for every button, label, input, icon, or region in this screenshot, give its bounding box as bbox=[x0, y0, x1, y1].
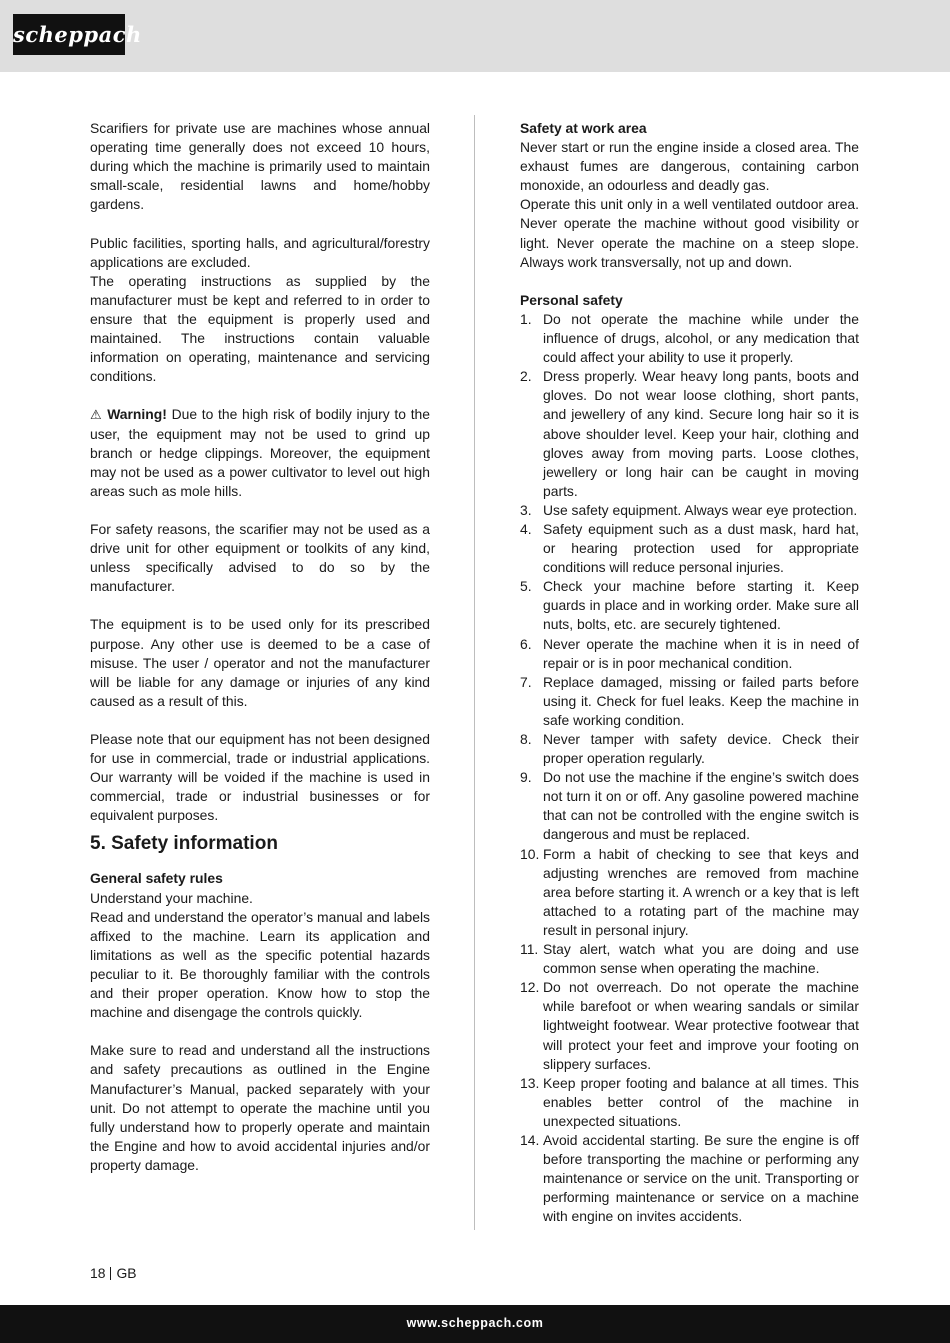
list-item-text: Do not use the machine if the engine’s switch does not turn it on or off. Any gasoline powered machine that can not be controlled with the engine switch is dangerous and must be replaced. bbox=[543, 769, 859, 843]
brand-logo: scheppach bbox=[13, 14, 125, 55]
list-item-text: Stay alert, watch what you are doing and use common sense when operating the machine. bbox=[543, 941, 859, 977]
list-item-number: 11. bbox=[520, 941, 539, 958]
list-item-text: Do not operate the machine while under the influence of drugs, alcohol, or any medication that could affect your ability to use it properly. bbox=[543, 310, 859, 366]
list-item-text: Check your machine before starting it. Keep guards in place and in working order. Make sure all nuts, bolts, etc. are securely tightened. bbox=[543, 578, 859, 633]
list-item-number: 7. bbox=[520, 673, 532, 690]
paragraph-understand-machine: Understand your machine. bbox=[90, 889, 253, 906]
right-column bbox=[520, 119, 859, 1226]
list-item-number: 2. bbox=[520, 368, 532, 385]
column-divider bbox=[474, 115, 475, 1230]
paragraph-drive-unit: For safety reasons, the scarifier may not be used as a drive unit for other equipment or toolkits of any kind, unless specifically advised to do so by the manufacturer. bbox=[90, 520, 430, 595]
personal-safety-list bbox=[520, 310, 859, 1227]
list-item-number: 8. bbox=[520, 731, 532, 747]
list-item bbox=[520, 978, 859, 1073]
list-item-text: Avoid accidental starting. Be sure the engine is off before transporting the machine or performing any maintenance or service on the unit. Transporting or performing maintenance or service on a machine with engine on invites accidents. bbox=[543, 1131, 859, 1225]
list-item bbox=[520, 940, 859, 978]
list-item-text: Safety equipment such as a dust mask, hard hat, or hearing protection used for appropriate conditions will reduce personal injuries. bbox=[543, 520, 859, 576]
language-code: GB bbox=[116, 1265, 137, 1281]
list-item-text: Never operate the machine when it is in need of repair or is in poor mechanical condition. bbox=[543, 635, 859, 671]
list-item bbox=[520, 1131, 859, 1226]
list-item bbox=[520, 501, 859, 520]
list-item bbox=[520, 635, 859, 673]
list-item-number: 1. bbox=[520, 310, 532, 327]
paragraph-private-use: Scarifiers for private use are machines whose annual operating time generally does not exceed 10 hours, during which the machine is primarily used to maintain small-scale, residential lawns and home/hobby gardens. bbox=[90, 120, 430, 213]
list-item bbox=[520, 673, 859, 730]
page-footer bbox=[0, 1305, 950, 1343]
heading-personal-safety: Personal safety bbox=[520, 291, 623, 308]
page-number: 18 bbox=[90, 1265, 106, 1281]
list-item-number: 6. bbox=[520, 635, 532, 652]
page-header bbox=[0, 0, 950, 72]
section-title-safety-information: 5. Safety information bbox=[90, 833, 278, 855]
left-column bbox=[90, 119, 430, 1175]
list-item bbox=[520, 520, 859, 577]
list-item-number: 13. bbox=[520, 1074, 540, 1091]
list-item bbox=[520, 367, 859, 501]
list-item bbox=[520, 845, 859, 940]
list-item bbox=[520, 730, 859, 768]
list-item-number: 14. bbox=[520, 1131, 540, 1148]
website-link[interactable]: www.scheppach.com bbox=[406, 1316, 544, 1330]
page-number-footer bbox=[90, 1264, 137, 1283]
paragraph-engine-manual: Make sure to read and understand all the instructions and safety precautions as outlined in the Engine Manufacturer’s Manual, packed separately with your unit. Do not attempt to operate the machine until you fully understand how to properly operate and maintain the Engine and how to avoid accidental injuries and/or property damage. bbox=[90, 1042, 430, 1173]
footer-separator bbox=[110, 1267, 111, 1280]
paragraph-ventilated-area: Operate this unit only in a well ventilated outdoor area. Never operate the machine without good visibility or light. Never operate the machine on a steep slope. Always work transversally, not up and down. bbox=[520, 196, 859, 270]
list-item-text: Dress properly. Wear heavy long pants, boots and gloves. Do not wear loose clothing, short pants, and jewellery of any kind. Secure long hair so it is above shoulder level. Keep your hair, clothing and gloves away from moving parts. Loose clothes, jewellery or long hair can be caught in moving parts. bbox=[543, 368, 859, 499]
list-item-text: Replace damaged, missing or failed parts before using it. Check for fuel leaks. Keep the machine in safe working condition. bbox=[543, 673, 859, 728]
list-item-number: 9. bbox=[520, 769, 532, 786]
paragraph-commercial-use: Please note that our equipment has not been designed for use in commercial, trade or industrial applications. Our warranty will be voided if the machine is used in commercial, trade or industrial businesses or for equivalent purposes. bbox=[90, 731, 430, 824]
list-item-text: Use safety equipment. Always wear eye protection. bbox=[543, 501, 858, 518]
list-item-text: Do not overreach. Do not operate the machine while barefoot or when wearing sandals or similar lightweight footwear. Wear protective footwear that will protect your feet and improve your footing on slippery surfaces. bbox=[543, 979, 859, 1072]
list-item bbox=[520, 1074, 859, 1131]
list-item-number: 4. bbox=[520, 520, 532, 537]
list-item bbox=[520, 310, 859, 367]
warning-paragraph bbox=[90, 405, 430, 500]
list-item bbox=[520, 577, 859, 634]
paragraph-closed-area: Never start or run the engine inside a closed area. The exhaust fumes are dangerous, containing carbon monoxide, an odourless and deadly gas. bbox=[520, 139, 859, 194]
list-item-number: 10. bbox=[520, 845, 540, 862]
list-item-text: Never tamper with safety device. Check their proper operation regularly. bbox=[543, 731, 859, 767]
list-item-number: 5. bbox=[520, 578, 532, 595]
warning-triangle-icon: ⚠ bbox=[90, 407, 103, 423]
list-item-text: Form a habit of checking to see that keys and adjusting wrenches are removed from machine area before starting it. A wrench or a key that is left attached to a rotating part of the machine may result in personal injury. bbox=[543, 845, 859, 938]
paragraph-excluded-applications: Public facilities, sporting halls, and agricultural/forestry applications are excluded. bbox=[90, 234, 430, 270]
warning-text: Due to the high risk of bodily injury to the user, the equipment may not be used to grind up branch or hedge clippings. Moreover, the equipment may not be used as a power cultivator to level out high areas such as mole hills. bbox=[90, 406, 431, 499]
paragraph-operating-instructions: The operating instructions as supplied by the manufacturer must be kept and referred to in order to ensure that the equipment is properly used and maintained. The instructions contain valuable information on operating, maintenance and servicing conditions. bbox=[90, 272, 430, 385]
warning-label: Warning! bbox=[107, 406, 167, 423]
list-item-number: 12. bbox=[520, 979, 540, 996]
list-item-text: Keep proper footing and balance at all times. This enables better control of the machine in unexpected situations. bbox=[543, 1074, 859, 1129]
list-item bbox=[520, 768, 859, 844]
paragraph-prescribed-purpose: The equipment is to be used only for its prescribed purpose. Any other use is deemed to be a case of misuse. The user / operator and not the manufacturer will be liable for any damage or injuries of any kind caused as a result of this. bbox=[90, 616, 430, 709]
heading-general-safety-rules: General safety rules bbox=[90, 870, 223, 887]
list-item-number: 3. bbox=[520, 501, 532, 518]
heading-safety-at-work-area: Safety at work area bbox=[520, 120, 647, 136]
paragraph-read-manual: Read and understand the operator’s manual and labels affixed to the machine. Learn its application and limitations as well as the specific potential hazards peculiar to it. Be thoroughly familiar with the controls and their proper operation. Know how to stop the machine and disengage the controls quickly. bbox=[90, 908, 430, 1021]
